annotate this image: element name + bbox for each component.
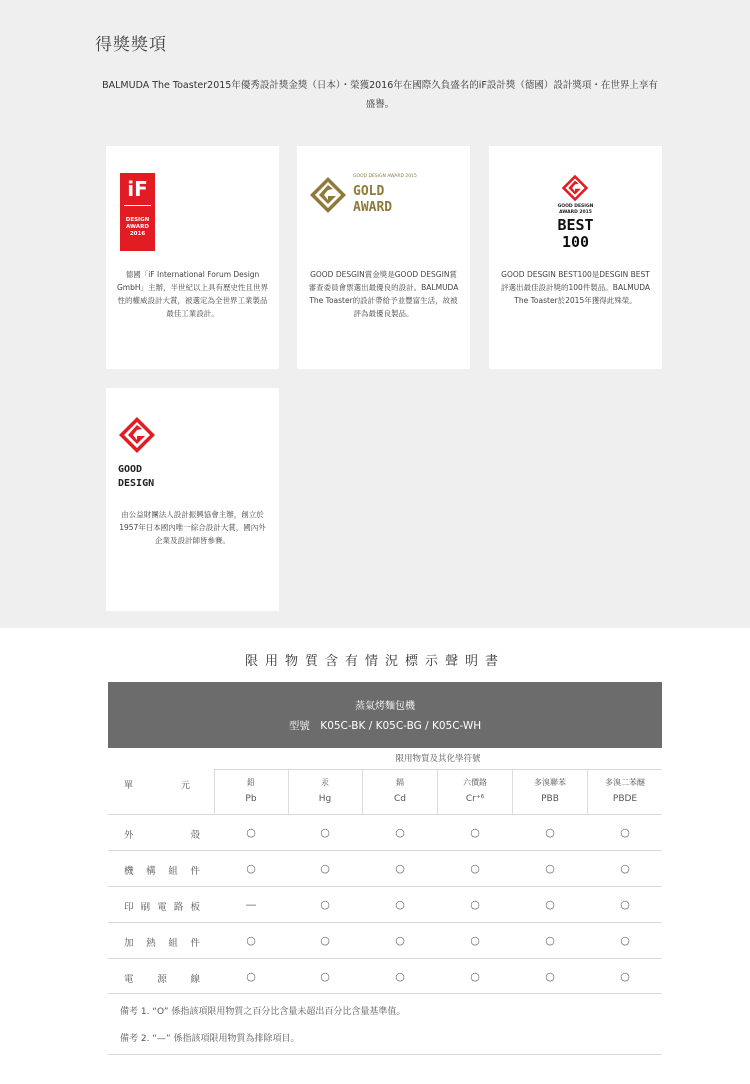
substance-name: 鎘 bbox=[396, 778, 404, 787]
row-value: ○ bbox=[246, 826, 256, 839]
substance-column-lead bbox=[214, 775, 288, 807]
gold-g-mark-icon bbox=[309, 176, 347, 214]
substance-column-cadmium bbox=[363, 775, 437, 807]
row-value: ○ bbox=[470, 862, 480, 875]
substance-name: 汞 bbox=[321, 778, 329, 787]
unit-label bbox=[124, 778, 190, 791]
row-value: ○ bbox=[395, 826, 405, 839]
substance-name: 六價鉻 bbox=[463, 778, 487, 787]
row-value: ○ bbox=[320, 970, 330, 983]
table-row bbox=[108, 887, 662, 923]
good-design-logo-text bbox=[118, 463, 154, 491]
substance-symbol: PBB bbox=[541, 794, 559, 804]
note-1: 備考 1. “O” 係指該項限用物質之百分比含量未超出百分比含量基準值。 bbox=[120, 1007, 406, 1017]
row-value: ○ bbox=[395, 898, 405, 911]
row-label: 電源線 bbox=[124, 974, 200, 985]
row-value: ○ bbox=[395, 862, 405, 875]
table-row bbox=[108, 851, 662, 887]
row-label: 機構組件 bbox=[124, 866, 200, 877]
row-value: ○ bbox=[320, 862, 330, 875]
row-value: ○ bbox=[620, 826, 630, 839]
divider bbox=[108, 1054, 662, 1055]
substance-column-mercury bbox=[288, 775, 362, 807]
award-card-text: GOOD DESGIN BEST100是DESGIN BEST評選出最佳設計獎的100件製品。BALMUDA The Toaster於2015年獲得此殊榮。 bbox=[500, 270, 650, 305]
row-value: ○ bbox=[320, 826, 330, 839]
rohs-title: 限用物質含有情況標示聲明書 bbox=[244, 654, 505, 669]
award-card-text: GOOD DESGIN賞金獎是GOOD DESGIN賞審查委員會票選出最優良的設計。BALMUDA The Toaster的設計帶給予並豐富生活，故被評為最優良製品。 bbox=[308, 270, 459, 318]
row-value: — bbox=[245, 898, 257, 911]
unit-label-char-1: 單 bbox=[124, 781, 134, 791]
awards-title: 得獎獎項 bbox=[95, 35, 167, 55]
award-card-text: 由公益財團法人設計振興協會主辦，創立於1957年日本國內唯一綜合設計大賞，國內外企業及設計師皆參賽。 bbox=[119, 510, 266, 545]
if-logo-subtitle: DESIGN AWARD 2016 bbox=[125, 217, 150, 237]
substance-symbol: Pb bbox=[245, 794, 257, 804]
best-logo-line-2: 100 bbox=[561, 233, 590, 251]
substance-name: 多溴聯苯 bbox=[534, 778, 566, 787]
row-value: ○ bbox=[470, 826, 480, 839]
awards-description: BALMUDA The Toaster2015年優秀設計獎金獎（日本）・榮獲2016年在國際久負盛名的iF設計獎（德國）設計獎項・在世界上享有盛譽。 bbox=[102, 80, 658, 110]
substance-name: 鉛 bbox=[247, 778, 255, 787]
substance-column-chromium bbox=[438, 775, 512, 807]
gold-logo-line-2: AWARD bbox=[353, 200, 393, 215]
best-logo-big-text bbox=[489, 217, 662, 251]
if-logo-mark: iF bbox=[127, 177, 148, 201]
row-label: 外殼 bbox=[124, 830, 200, 841]
substance-symbol: Cd bbox=[394, 794, 406, 804]
row-value: ○ bbox=[620, 898, 630, 911]
substance-name: 多溴二苯醚 bbox=[605, 778, 645, 787]
row-value: ○ bbox=[620, 862, 630, 875]
good-design-logo-line-2: DESIGN bbox=[118, 478, 155, 489]
row-value: ○ bbox=[395, 934, 405, 947]
award-card-gold bbox=[297, 146, 470, 369]
product-model: 型號 K05C-BK / K05C-BG / K05C-WH bbox=[288, 720, 482, 732]
table-row bbox=[108, 815, 662, 851]
row-value: ○ bbox=[545, 934, 555, 947]
row-value: ○ bbox=[545, 970, 555, 983]
row-value: ○ bbox=[320, 898, 330, 911]
table-row bbox=[108, 923, 662, 959]
gd-g-mark-icon bbox=[561, 174, 589, 202]
row-value: ○ bbox=[246, 970, 256, 983]
divider bbox=[214, 769, 662, 770]
row-label: 加熱組件 bbox=[124, 938, 200, 949]
substance-symbol: Hg bbox=[318, 794, 332, 804]
substance-column-pbde bbox=[588, 775, 662, 807]
row-value: ○ bbox=[620, 934, 630, 947]
row-value: ○ bbox=[470, 934, 480, 947]
row-value: ○ bbox=[320, 934, 330, 947]
award-card-text: 德國「iF International Forum Design GmbH」主辦，半世紀以上具有歷史性且世界性的權威設計大賞，被選定為全世界工業製品最佳工業設計。 bbox=[116, 270, 269, 318]
row-label: 印刷電路板 bbox=[124, 902, 200, 913]
best-logo-line-1: BEST bbox=[557, 216, 594, 234]
good-design-best100-logo bbox=[489, 174, 662, 254]
substance-symbol: PBDE bbox=[612, 794, 638, 804]
table-row bbox=[108, 959, 662, 995]
best-logo-small-line-1: GOOD DESIGN bbox=[557, 204, 594, 209]
row-value: ○ bbox=[620, 970, 630, 983]
award-card-good-design bbox=[106, 388, 279, 611]
award-card-if bbox=[106, 146, 279, 369]
good-design-logo-line-1: GOOD bbox=[118, 464, 143, 475]
if-design-award-logo bbox=[120, 173, 155, 251]
best-logo-small-text bbox=[489, 204, 662, 215]
good-design-g-mark-icon bbox=[118, 416, 156, 454]
award-card-best100 bbox=[489, 146, 662, 369]
row-value: ○ bbox=[246, 934, 256, 947]
divider bbox=[108, 993, 662, 994]
good-design-gold-logo bbox=[309, 174, 459, 224]
substance-column-pbb bbox=[513, 775, 587, 807]
row-value: ○ bbox=[545, 826, 555, 839]
product-header bbox=[108, 682, 662, 748]
row-value: ○ bbox=[545, 862, 555, 875]
substances-header: 限用物質及其化學符號 bbox=[395, 754, 481, 764]
product-name: 蒸氣烤麵包機 bbox=[355, 701, 415, 712]
row-value: ○ bbox=[545, 898, 555, 911]
gold-logo-small-text: GOOD DESIGN AWARD 2015 bbox=[353, 174, 417, 179]
row-value: ○ bbox=[470, 970, 480, 983]
row-value: ○ bbox=[246, 862, 256, 875]
best-logo-small-line-2: AWARD 2015 bbox=[559, 209, 592, 215]
substance-symbol: Cr⁺⁶ bbox=[465, 794, 485, 804]
gold-logo-big-text bbox=[353, 184, 392, 216]
row-value: ○ bbox=[395, 970, 405, 983]
gold-logo-line-1: GOLD bbox=[353, 184, 385, 199]
note-2: 備考 2. “—” 係指該項限用物質為排除項目。 bbox=[120, 1034, 300, 1044]
unit-label-char-2: 元 bbox=[180, 781, 190, 791]
row-value: ○ bbox=[470, 898, 480, 911]
